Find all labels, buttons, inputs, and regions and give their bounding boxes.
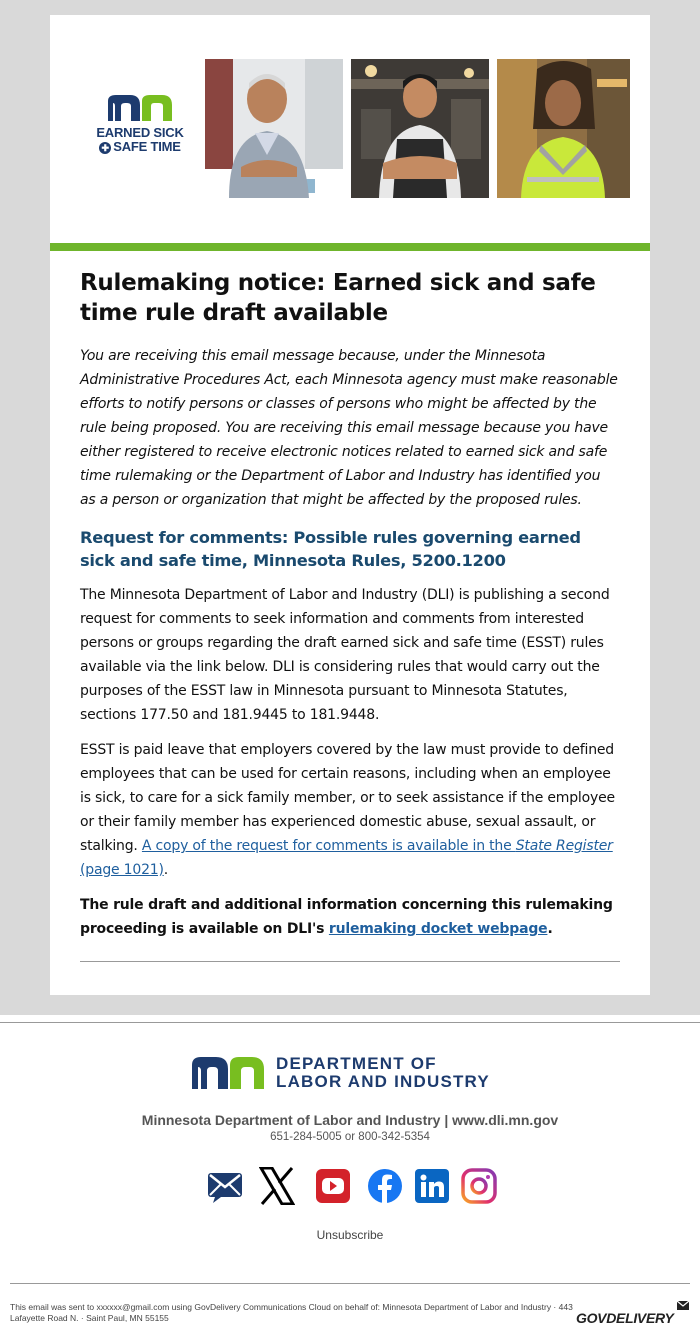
page-title: Rulemaking notice: Earned sick and safe time rule draft available — [80, 270, 596, 326]
linkedin-icon[interactable] — [414, 1167, 450, 1205]
body-paragraph-3-end: . — [547, 921, 553, 937]
esst-logo-line2-text: SAFE TIME — [113, 139, 181, 154]
dli-mn-logo-mark — [190, 1055, 266, 1091]
envelope-icon — [676, 1300, 690, 1312]
instagram-icon[interactable] — [461, 1167, 497, 1205]
bottom-divider — [10, 1283, 690, 1284]
state-register-link[interactable] — [80, 838, 613, 878]
body-paragraph-3-text: The rule draft and additional information concerning this rulemaking proceeding is available on DLI's — [80, 897, 613, 937]
older-man-smiling-photo — [205, 59, 343, 198]
footer-org-line: Minnesota Department of Labor and Industry | www.dli.mn.gov — [141, 1112, 559, 1128]
footer-phone-line: 651-284-5005 or 800-342-5354 — [270, 1131, 430, 1143]
body-paragraph-2-text: ESST is paid leave that employers covered by the law must provide to defined employees that can be used for certain reasons, including when an employee is sick, to care for a sick family member, or to seek assistance if the employee or their family member has experienced domestic abuse, sexual assault, or stalking. — [80, 742, 615, 854]
content-divider — [80, 961, 620, 962]
green-divider — [50, 243, 650, 251]
footer-divider — [0, 1022, 700, 1023]
sent-note: This email was sent to xxxxxx@gmail.com using GovDelivery Communications Cloud on behalf of: Minnesota Department of Labor and Industry · 443 Lafayette Road N. · Saint Paul, MN 55155 — [10, 1302, 573, 1323]
woman-safety-vest-photo — [497, 59, 630, 198]
mn-logo-mark — [106, 93, 174, 123]
body-paragraph-2-end: . — [163, 862, 169, 878]
dli-logo-line2: LABOR AND INDUSTRY — [276, 1072, 490, 1091]
body-paragraph-3 — [80, 893, 620, 941]
govdelivery-logo[interactable]: GOVDELIVERY — [576, 1310, 674, 1326]
chef-arms-crossed-photo — [351, 59, 489, 198]
rulemaking-docket-link[interactable]: rulemaking docket webpage — [328, 921, 548, 937]
esst-logo-line1: EARNED SICK — [96, 125, 184, 140]
youtube-icon[interactable] — [315, 1167, 351, 1205]
body-paragraph-1: The Minnesota Department of Labor and Industry (DLI) is publishing a second request for comments to seek information and comments from interested persons or groups regarding the draft earned sick and safe time (ESST) rules available via the link below. DLI is considering rules that would carry out the purposes of the ESST law in Minnesota pursuant to Minnesota Statutes, sections 177.50 and 181.9445 to 181.9448. — [80, 587, 610, 723]
esst-logo-line2 — [90, 139, 190, 154]
heart-cross-icon: ✚ — [99, 142, 111, 154]
section-heading: Request for comments: Possible rules governing earned sick and safe time, Minnesota Rules, 5200.1200 — [80, 528, 581, 570]
unsubscribe-link[interactable]: Unsubscribe — [316, 1228, 384, 1242]
email-header — [50, 15, 650, 243]
state-register-link-text-a[interactable]: A copy of the request for comments is available in the — [141, 838, 516, 854]
email-icon[interactable] — [207, 1167, 243, 1205]
x-icon[interactable] — [259, 1167, 295, 1205]
dli-logo-line1: DEPARTMENT OF — [276, 1054, 437, 1073]
esst-logo — [90, 93, 190, 173]
dli-logo[interactable] — [190, 1055, 520, 1091]
legal-notice-paragraph: You are receiving this email message because, under the Minnesota Administrative Procedures Act, each Minnesota agency must make reasonable efforts to notify persons or classes of persons who might be affected by the rule being proposed. You are receiving this email message because you have either registered to receive electronic notices related to earned sick and safe time rulemaking or the Department of Labor and Industry has identified you as a person or organization that might be affected by the proposed rules. — [80, 348, 618, 508]
email-content — [80, 268, 620, 962]
facebook-icon[interactable] — [367, 1167, 403, 1205]
body-paragraph-2 — [80, 738, 620, 882]
state-register-link-text-b[interactable]: (page 1021) — [80, 862, 164, 878]
state-register-link-italic[interactable]: State Register — [515, 838, 613, 854]
